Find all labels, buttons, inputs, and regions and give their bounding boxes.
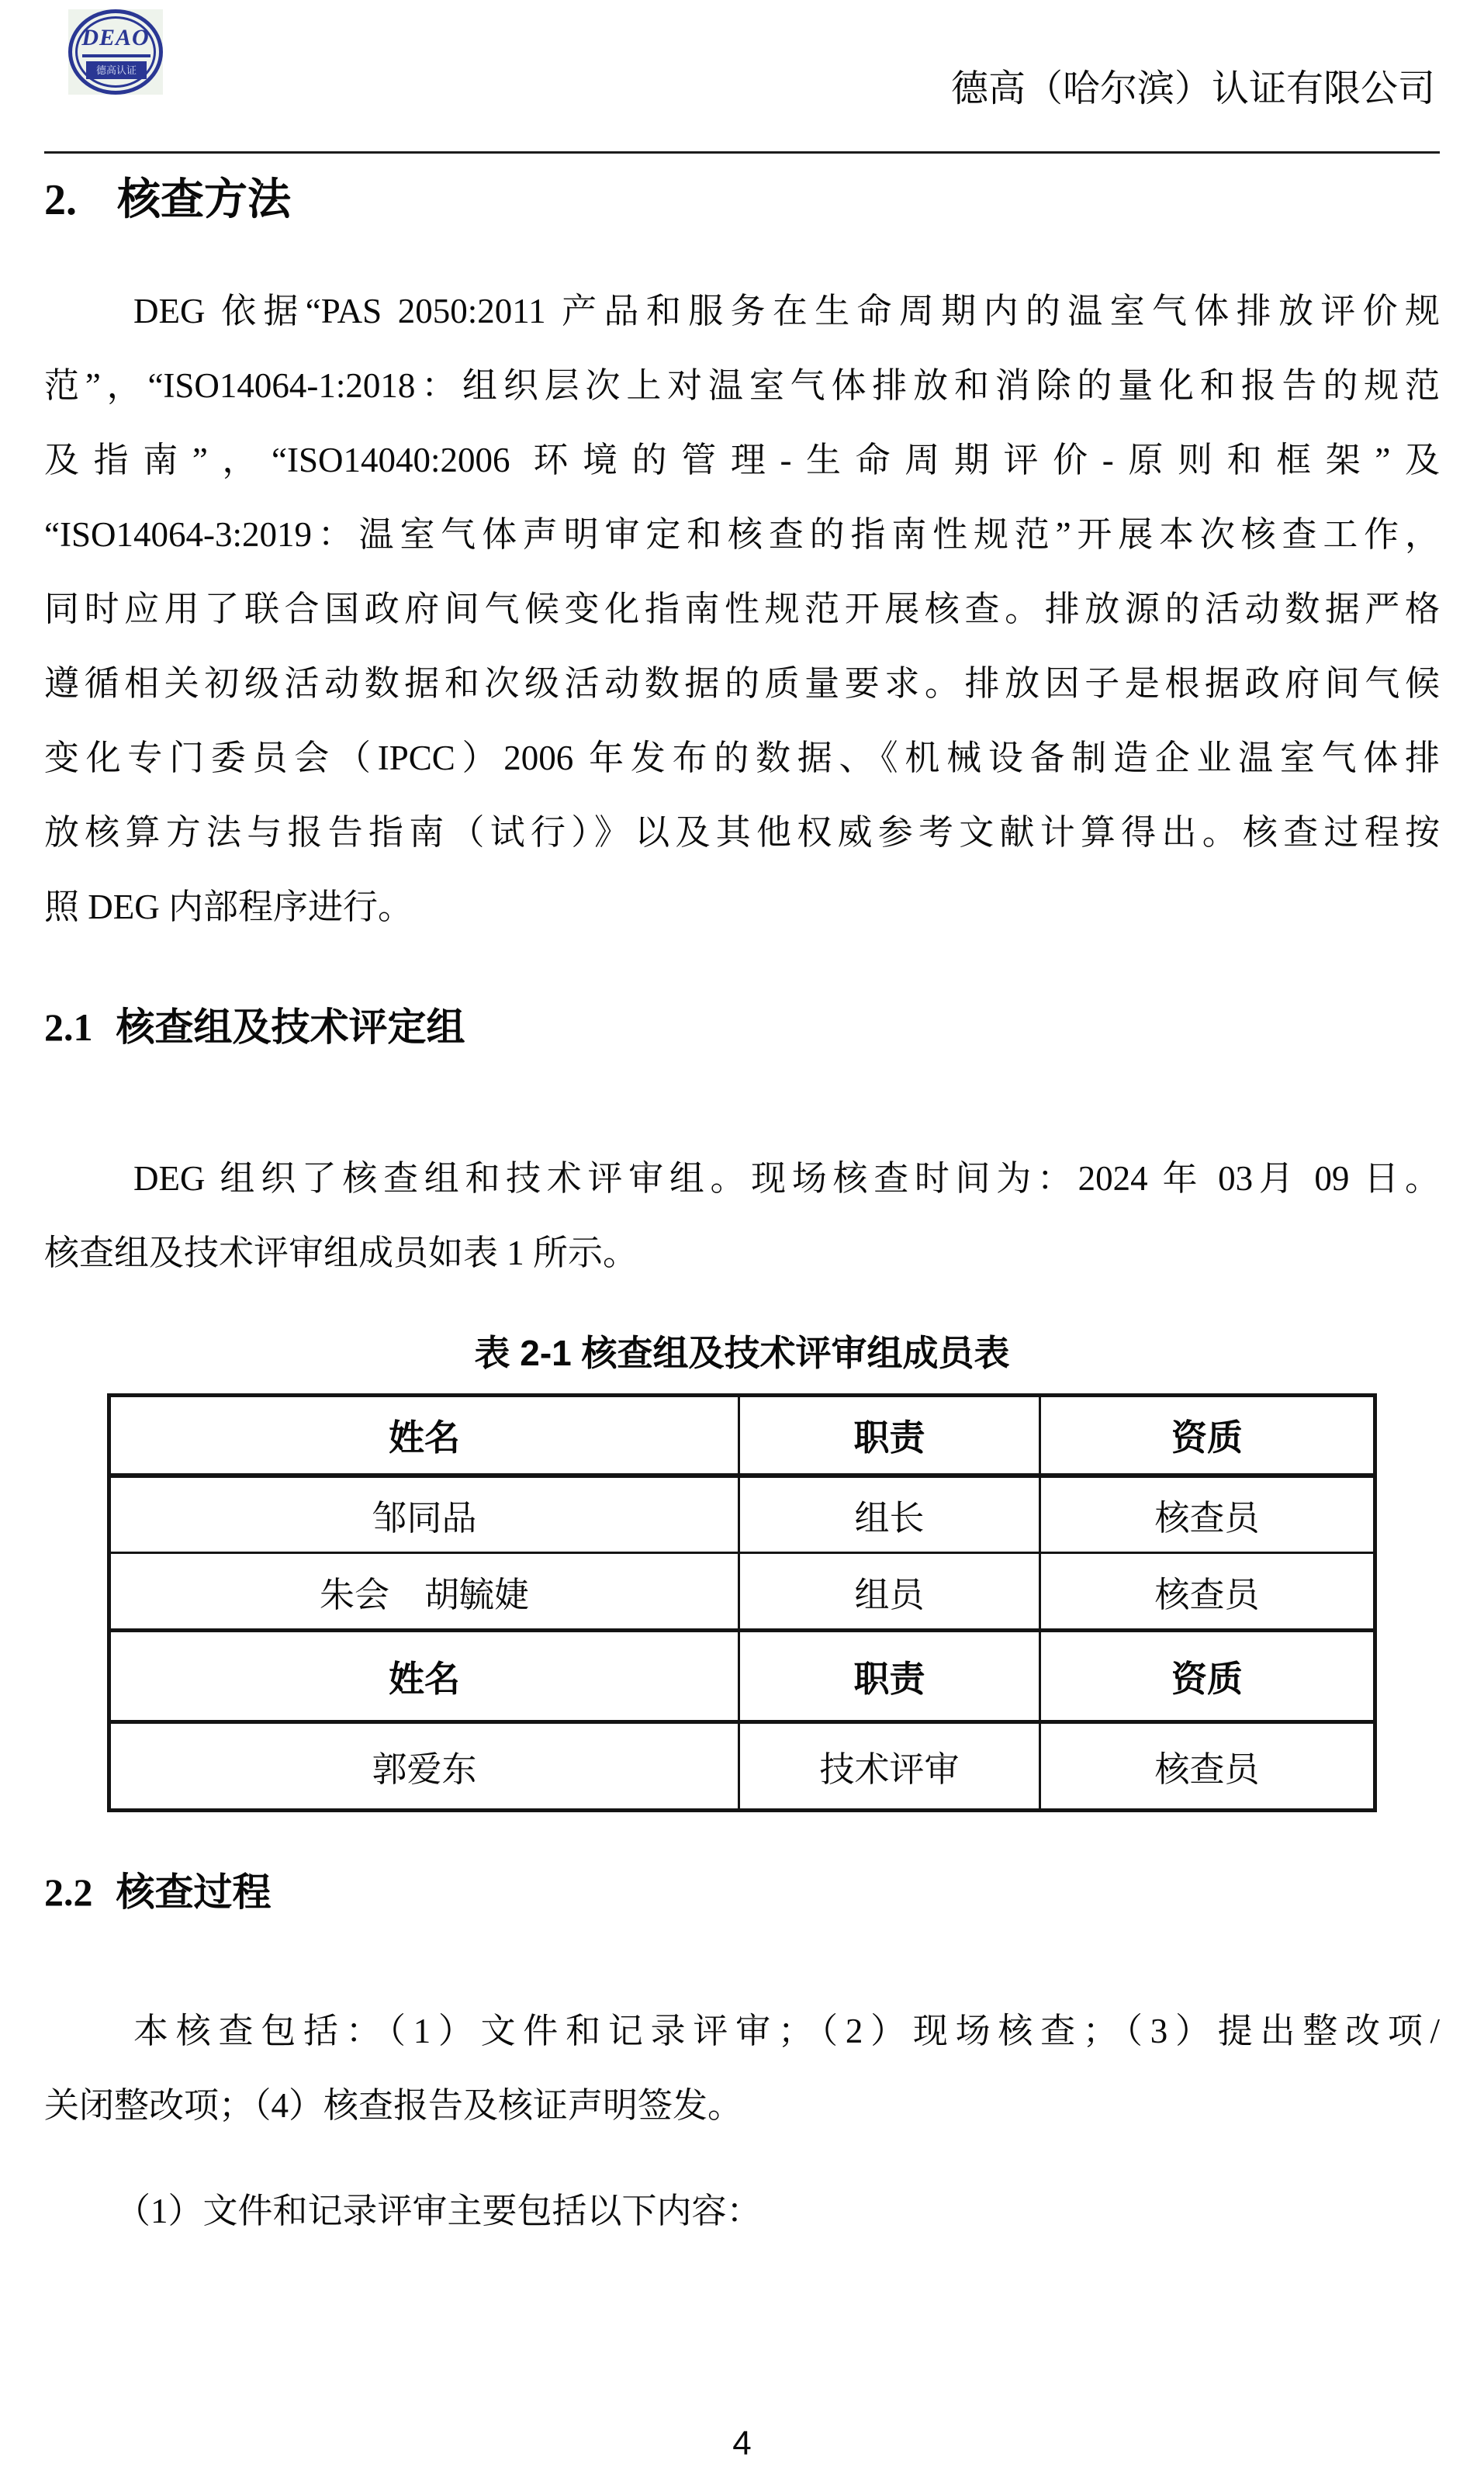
section-2-2-heading xyxy=(44,1868,1440,1916)
paragraph-line: 同时应用了联合国政府间气候变化指南性规范开展核查。排放源的活动数据严格 xyxy=(44,590,1440,628)
company-name: 德高（哈尔滨）认证有限公司 xyxy=(950,68,1435,109)
cell-qualification: 核查员 xyxy=(1040,1553,1375,1631)
section-2-2-title: 核查过程 xyxy=(116,1870,272,1914)
cell-name: 朱会 胡毓婕 xyxy=(109,1553,739,1631)
paragraph-line: 放核算方法与报告指南（试行）》以及其他权威参考文献计算得出。核查过程按 xyxy=(44,813,1440,852)
verification-method-paragraph xyxy=(44,274,1440,944)
cell-name: 邹同品 xyxy=(109,1476,739,1553)
table-row xyxy=(109,1476,1375,1553)
paragraph-line: 范”，“ISO14064-1:2018：组织层次上对温室气体排放和消除的量化和报告的规范 xyxy=(44,366,1440,405)
cell-name: 郭爱东 xyxy=(109,1722,739,1811)
paragraph-line: 照 DEG 内部程序进行。 xyxy=(44,888,413,926)
table-header-row xyxy=(109,1631,1375,1722)
cell-qualification: 核查员 xyxy=(1040,1722,1375,1811)
section-2-1-heading xyxy=(44,1003,1440,1051)
paragraph-line: 及指南”，“ISO14040:2006 环境的管理-生命周期评价-原则和框架”及 xyxy=(44,441,1440,479)
paragraph-line: “ISO14064-3:2019：温室气体声明审定和核查的指南性规范”开展本次核查工作， xyxy=(44,515,1440,554)
paragraph-line: DEG 组织了核查组和技术评审组。现场核查时间为：2024 年 03月 09 日。 xyxy=(133,1159,1440,1198)
company-logo xyxy=(68,9,163,95)
section-2-2-number: 2.2 xyxy=(44,1870,93,1914)
paragraph-line: 关闭整改项；（4）核查报告及核证声明签发。 xyxy=(44,2086,743,2125)
section-2-1-title: 核查组及技术评定组 xyxy=(116,1005,465,1049)
header-cell-name: 姓名 xyxy=(109,1396,739,1476)
logo-subtext: 德高认证 xyxy=(86,61,147,79)
header-cell-qualification: 资质 xyxy=(1040,1396,1375,1476)
paragraph-line: 遵循相关初级活动数据和次级活动数据的质量要求。排放因子是根据政府间气候 xyxy=(44,664,1440,703)
paragraph-line: 变化专门委员会（IPCC）2006 年发布的数据、《机械设备制造企业温室气体排 xyxy=(44,739,1440,777)
table-caption: 表 2-1 核查组及技术评审组成员表 xyxy=(474,1333,1010,1373)
logo-divider xyxy=(82,54,150,57)
section-2-1-number: 2.1 xyxy=(44,1005,93,1049)
process-paragraph xyxy=(44,1994,1440,2143)
team-paragraph xyxy=(44,1141,1440,1290)
header-cell-role: 职责 xyxy=(739,1396,1040,1476)
table-row xyxy=(109,1722,1375,1811)
header-divider xyxy=(44,151,1440,154)
header-cell-qualification: 资质 xyxy=(1040,1631,1375,1722)
header-cell-role: 职责 xyxy=(739,1631,1040,1722)
table-header-row xyxy=(109,1396,1375,1476)
cell-role: 组员 xyxy=(739,1553,1040,1631)
section-2-title: 核查方法 xyxy=(117,175,291,223)
paragraph-line: 本核查包括：（1）文件和记录评审；（2）现场核查；（3）提出整改项/ xyxy=(133,2012,1440,2050)
document-review-item: （1）文件和记录评审主要包括以下内容： xyxy=(116,2192,762,2230)
paragraph-line: DEG 依据“PAS 2050:2011 产品和服务在生命周期内的温室气体排放评价规 xyxy=(133,292,1440,330)
section-2-heading xyxy=(44,175,1440,224)
cell-role: 技术评审 xyxy=(739,1722,1040,1811)
section-2-number: 2. xyxy=(44,176,77,224)
cell-role: 组长 xyxy=(739,1476,1040,1553)
header-cell-name: 姓名 xyxy=(109,1631,739,1722)
members-table xyxy=(107,1393,1377,1812)
page-number: 4 xyxy=(732,2424,752,2462)
paragraph-line: 核查组及技术评审组成员如表 1 所示。 xyxy=(44,1234,638,1272)
table-row xyxy=(109,1553,1375,1631)
cell-qualification: 核查员 xyxy=(1040,1476,1375,1553)
logo-text: DEAO xyxy=(81,25,150,50)
